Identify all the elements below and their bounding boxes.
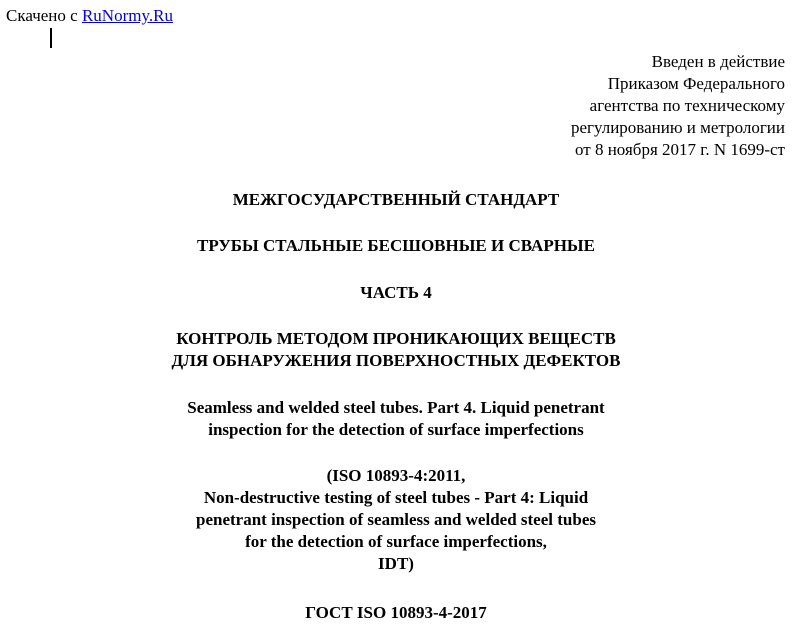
subtitle-line: ДЛЯ ОБНАРУЖЕНИЯ ПОВЕРХНОСТНЫХ ДЕФЕКТОВ [171, 351, 621, 370]
document-subtitle [0, 328, 792, 372]
standard-designation [0, 602, 792, 624]
english-title [0, 397, 792, 441]
subtitle-line: КОНТРОЛЬ МЕТОДОМ ПРОНИКАЮЩИХ ВЕЩЕСТВ [176, 329, 616, 348]
source-prefix: Скачено с [6, 6, 82, 25]
iso-reference [0, 465, 792, 575]
approval-block [571, 51, 785, 161]
standard-type-text: МЕЖГОСУДАРСТВЕННЫЙ СТАНДАРТ [232, 190, 560, 209]
iso-reference-line: IDT) [378, 554, 414, 573]
document-title [0, 235, 792, 257]
approval-line: регулированию и метрологии [570, 118, 785, 137]
iso-reference-line: penetrant inspection of seamless and welded steel tubes [196, 510, 596, 529]
document-title-text: ТРУБЫ СТАЛЬНЫЕ БЕСШОВНЫЕ И СВАРНЫЕ [197, 236, 595, 255]
english-title-line: Seamless and welded steel tubes. Part 4. Liquid penetrant [187, 398, 605, 417]
iso-reference-line: Non-destructive testing of steel tubes - Part 4: Liquid [203, 488, 589, 507]
iso-reference-line: (ISO 10893-4:2011, [326, 466, 466, 485]
document-part [0, 282, 792, 304]
approval-line: Приказом Федерального [607, 74, 785, 93]
english-title-line: inspection for the detection of surface imperfections [208, 420, 584, 439]
iso-reference-line: for the detection of surface imperfections, [245, 532, 547, 551]
standard-designation-text: ГОСТ ISO 10893-4-2017 [305, 603, 487, 622]
approval-line: агентства по техническому [589, 96, 785, 115]
text-cursor [50, 28, 52, 48]
approval-line: Введен в действие [651, 52, 785, 71]
source-line [6, 6, 173, 26]
runormy-link[interactable]: RuNormy.Ru [81, 6, 173, 25]
standard-type [0, 189, 792, 211]
document-part-text: ЧАСТЬ 4 [360, 283, 432, 302]
approval-line: от 8 ноября 2017 г. N 1699-ст [575, 140, 785, 159]
